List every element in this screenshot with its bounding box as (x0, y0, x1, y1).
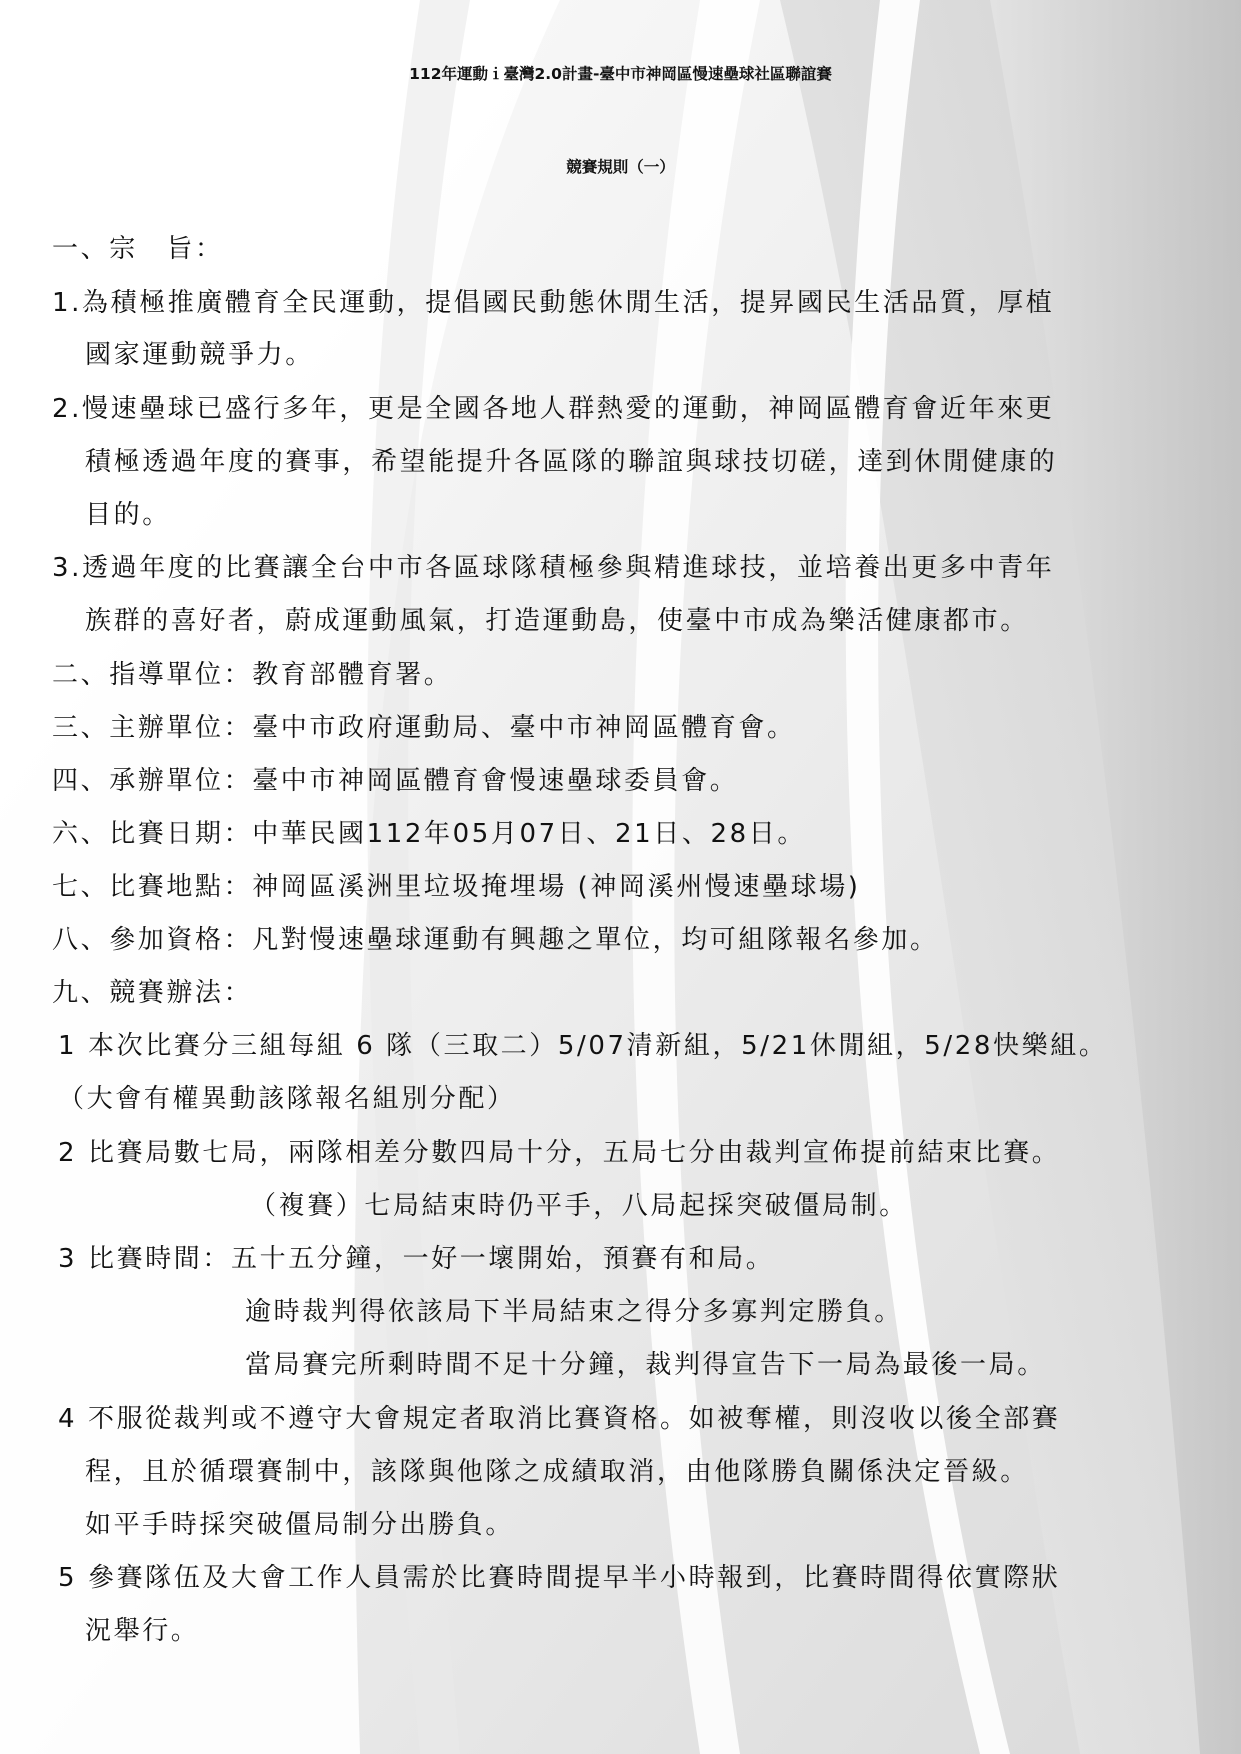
purpose-item-2: 2.慢速壘球已盛行多年，更是全國各地人群熱愛的運動，神岡區體育會近年來更 (52, 394, 1055, 424)
match-dates: 六、比賽日期：中華民國112年05月07日、21日、28日。 (52, 819, 806, 849)
purpose-item-1: 1.為積極推廣體育全民運動，提倡國民動態休閒生活，提昇國民生活品質，厚植 (52, 288, 1055, 318)
purpose-item-2-cont2: 目的。 (85, 500, 171, 530)
rule-5: 5 參賽隊伍及大會工作人員需於比賽時間提早半小時報到，比賽時間得依實際狀 (58, 1563, 1061, 1593)
match-venue: 七、比賽地點：神岡區溪洲里垃圾掩埋場 (神岡溪州慢速壘球場) (52, 872, 861, 902)
purpose-item-3: 3.透過年度的比賽讓全台中市各區球隊積極參與精進球技，並培養出更多中青年 (52, 553, 1055, 583)
rule-1-cont: （大會有權異動該隊報名組別分配） (58, 1084, 516, 1114)
rule-4-cont: 程，且於循環賽制中，該隊與他隊之成績取消，由他隊勝負關係決定晉級。 (85, 1457, 1029, 1487)
rule-5-cont: 況舉行。 (85, 1616, 200, 1646)
rule-4-cont2: 如平手時採突破僵局制分出勝負。 (85, 1510, 515, 1540)
executor: 四、承辦單位：臺中市神岡區體育會慢速壘球委員會。 (52, 766, 739, 796)
rule-2: 2 比賽局數七局，兩隊相差分數四局十分，五局七分由裁判宣佈提前結束比賽。 (58, 1138, 1061, 1168)
purpose-item-3-cont: 族群的喜好者，蔚成運動風氣，打造運動島，使臺中市成為樂活健康都市。 (85, 606, 1029, 636)
organizer: 三、主辦單位：臺中市政府運動局、臺中市神岡區體育會。 (52, 713, 796, 743)
purpose-item-1-cont: 國家運動競爭力。 (85, 340, 314, 370)
rule-3: 3 比賽時間：五十五分鐘，一好一壞開始，預賽有和局。 (58, 1244, 775, 1274)
document-title: 112年運動ｉ臺灣2.0計畫-臺中市神岡區慢速壘球社區聯誼賽 (409, 65, 832, 83)
section-rules-heading: 九、競賽辦法： (52, 978, 253, 1008)
document-subtitle: 競賽規則（一） (566, 158, 675, 176)
rule-4: 4 不服從裁判或不遵守大會規定者取消比賽資格。如被奪權，則沒收以後全部賽 (58, 1404, 1061, 1434)
rule-3-cont2: 當局賽完所剩時間不足十分鐘，裁判得宣告下一局為最後一局。 (245, 1350, 1046, 1380)
guiding-unit: 二、指導單位：教育部體育署。 (52, 660, 453, 690)
rule-1: 1 本次比賽分三組每組 6 隊（三取二）5/07清新組，5/21休閒組，5/28快樂組。 (58, 1031, 1108, 1061)
purpose-item-2-cont: 積極透過年度的賽事，希望能提升各區隊的聯誼與球技切磋，達到休閒健康的 (85, 447, 1058, 477)
rule-2-cont: （複賽）七局結束時仍平手，八局起採突破僵局制。 (250, 1191, 908, 1221)
section-purpose-heading: 一、宗 旨： (52, 234, 224, 264)
rule-3-cont: 逾時裁判得依該局下半局結束之得分多寡判定勝負。 (245, 1297, 903, 1327)
eligibility: 八、參加資格：凡對慢速壘球運動有興趣之單位，均可組隊報名參加。 (52, 925, 939, 955)
